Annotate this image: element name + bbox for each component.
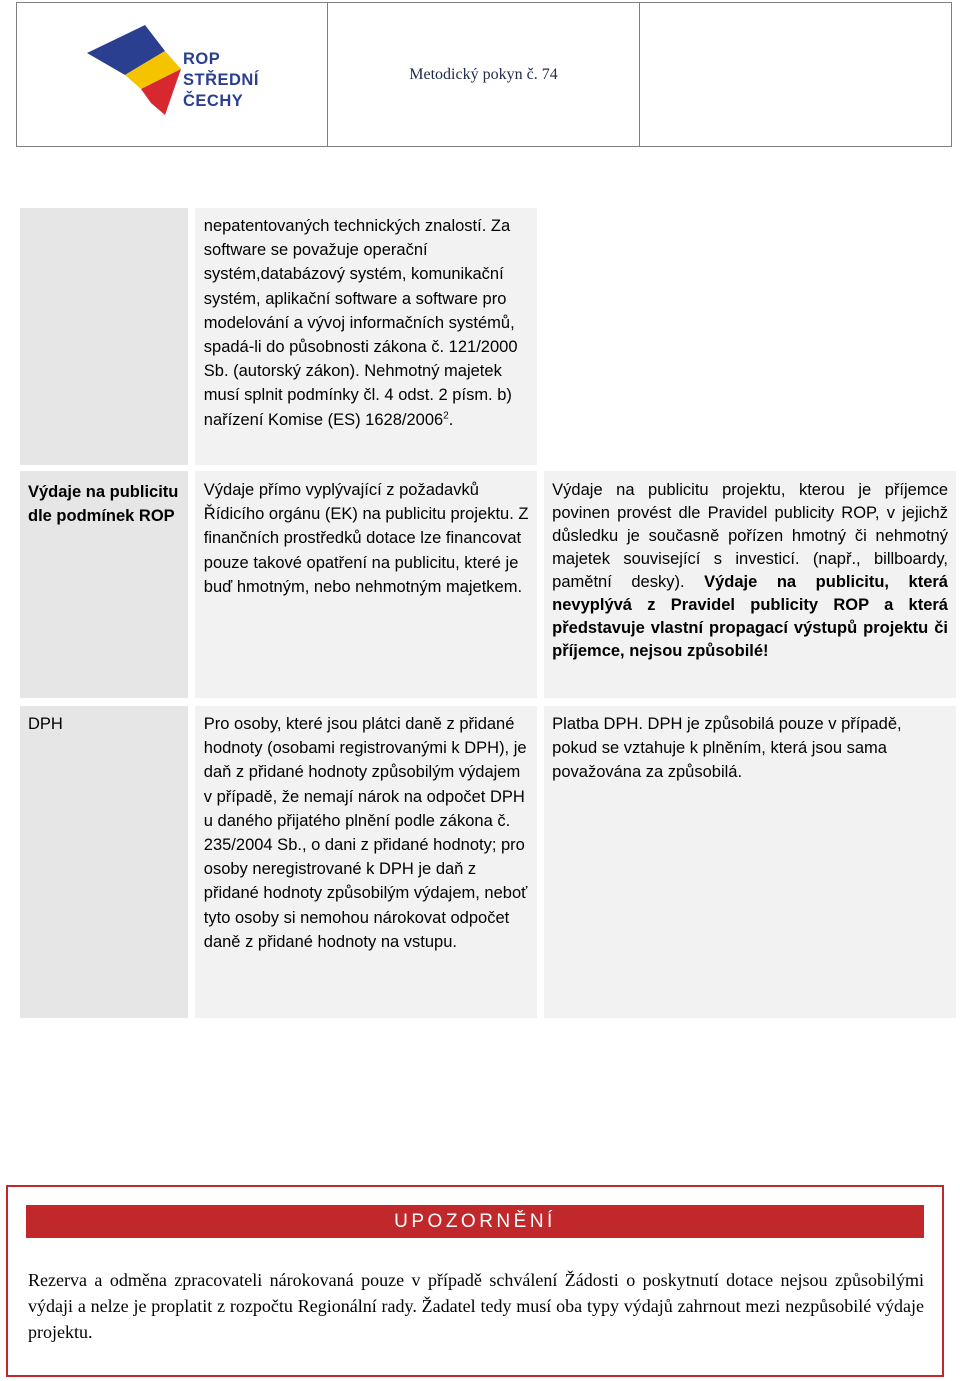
row-ineligible <box>544 208 956 465</box>
logo-line-2: STŘEDNÍ <box>183 71 259 89</box>
row-label: DPH <box>20 706 188 1018</box>
document-title: Metodický pokyn č. 74 <box>409 65 558 83</box>
table-row <box>20 208 956 465</box>
header-title-cell <box>328 3 639 146</box>
header-logo-cell <box>17 3 328 146</box>
table-row <box>20 471 956 698</box>
row-description <box>195 208 537 465</box>
row-description-end: . <box>448 410 454 429</box>
row-ineligible <box>544 471 956 698</box>
table-row <box>20 706 956 1018</box>
logo-line-3: ČECHY <box>183 92 244 110</box>
warning-box <box>6 1185 944 1377</box>
page-header <box>16 2 952 147</box>
row-label: Výdaje na publicitu dle podmínek ROP <box>20 471 188 698</box>
row-description-text: nepatentovaných technických znalostí. Za software se považuje operační systém,databázový systém, komunikační systém, aplikační software a software pro modelování a vývoj informačních systémů, spadá-li do působnosti zákona č. 121/2000 Sb. (autorský zákon). Nehmotný majetek musí splnit podmínky čl. 4 odst. 2 písm. b) nařízení Komise (ES) 1628/2006 <box>203 217 518 429</box>
expense-table <box>20 208 956 1018</box>
row-ineligible: Platba DPH. DPH je způsobilá pouze v případě, pokud se vztahuje k plněním, která jsou sama považována za způsobilá. <box>544 706 956 1018</box>
warning-title: UPOZORNĚNÍ <box>26 1205 924 1238</box>
row-label <box>20 208 188 465</box>
warning-text: Rezerva a odměna zpracovateli nárokovaná pouze v případě schválení Žádosti o poskytnutí dotace nejsou způsobilými výdaji a nelze je proplatit z rozpočtu Regionální rady. Žadatel tedy musí oba typy výdajů zahrnout mezi nezpůsobilé výdaje projektu. <box>28 1270 924 1342</box>
header-empty-cell <box>640 3 951 146</box>
row-description: Pro osoby, které jsou plátci daně z přidané hodnoty (osobami registrovanými k DPH), je daň z přidané hodnoty způsobilým výdajem v případě, že nemají nárok na odpočet DPH u daného přijatého plnění podle zákona č. 235/2004 Sb., o dani z přidané hodnoty; pro osoby neregistrované k DPH je daň z přidané hodnoty způsobilým výdajem, neboť tyto osoby si nemohou nárokovat odpočet daně z přidané hodnoty na vstupu. <box>195 706 537 1018</box>
footnote-ref: 2 <box>443 410 449 422</box>
logo-line-1: ROP <box>183 50 221 68</box>
row-ineligible-text: Výdaje na publicitu projektu, kterou je příjemce povinen provést dle Pravidel publicity ROP, v jejichž důsledku je současně pořízen hmotný či nehmotný majetek související s investicí. (např., billboardy, pamětní desky). <box>552 481 948 591</box>
row-description: Výdaje přímo vyplývající z požadavků Řídicího orgánu (EK) na publicitu projektu. Z finančních prostředků dotace lze financovat pouze takové opatření na publicitu, které je buď hmotným, nebo nehmotným majetkem. <box>195 471 537 698</box>
row-ineligible-bold: Výdaje na publicitu, která nevyplývá z Pravidel publicity ROP a která představuje vlastní propagací výstupů projektu či příjemce, nejsou způsobilé! <box>552 573 948 660</box>
logo-text <box>183 49 259 112</box>
